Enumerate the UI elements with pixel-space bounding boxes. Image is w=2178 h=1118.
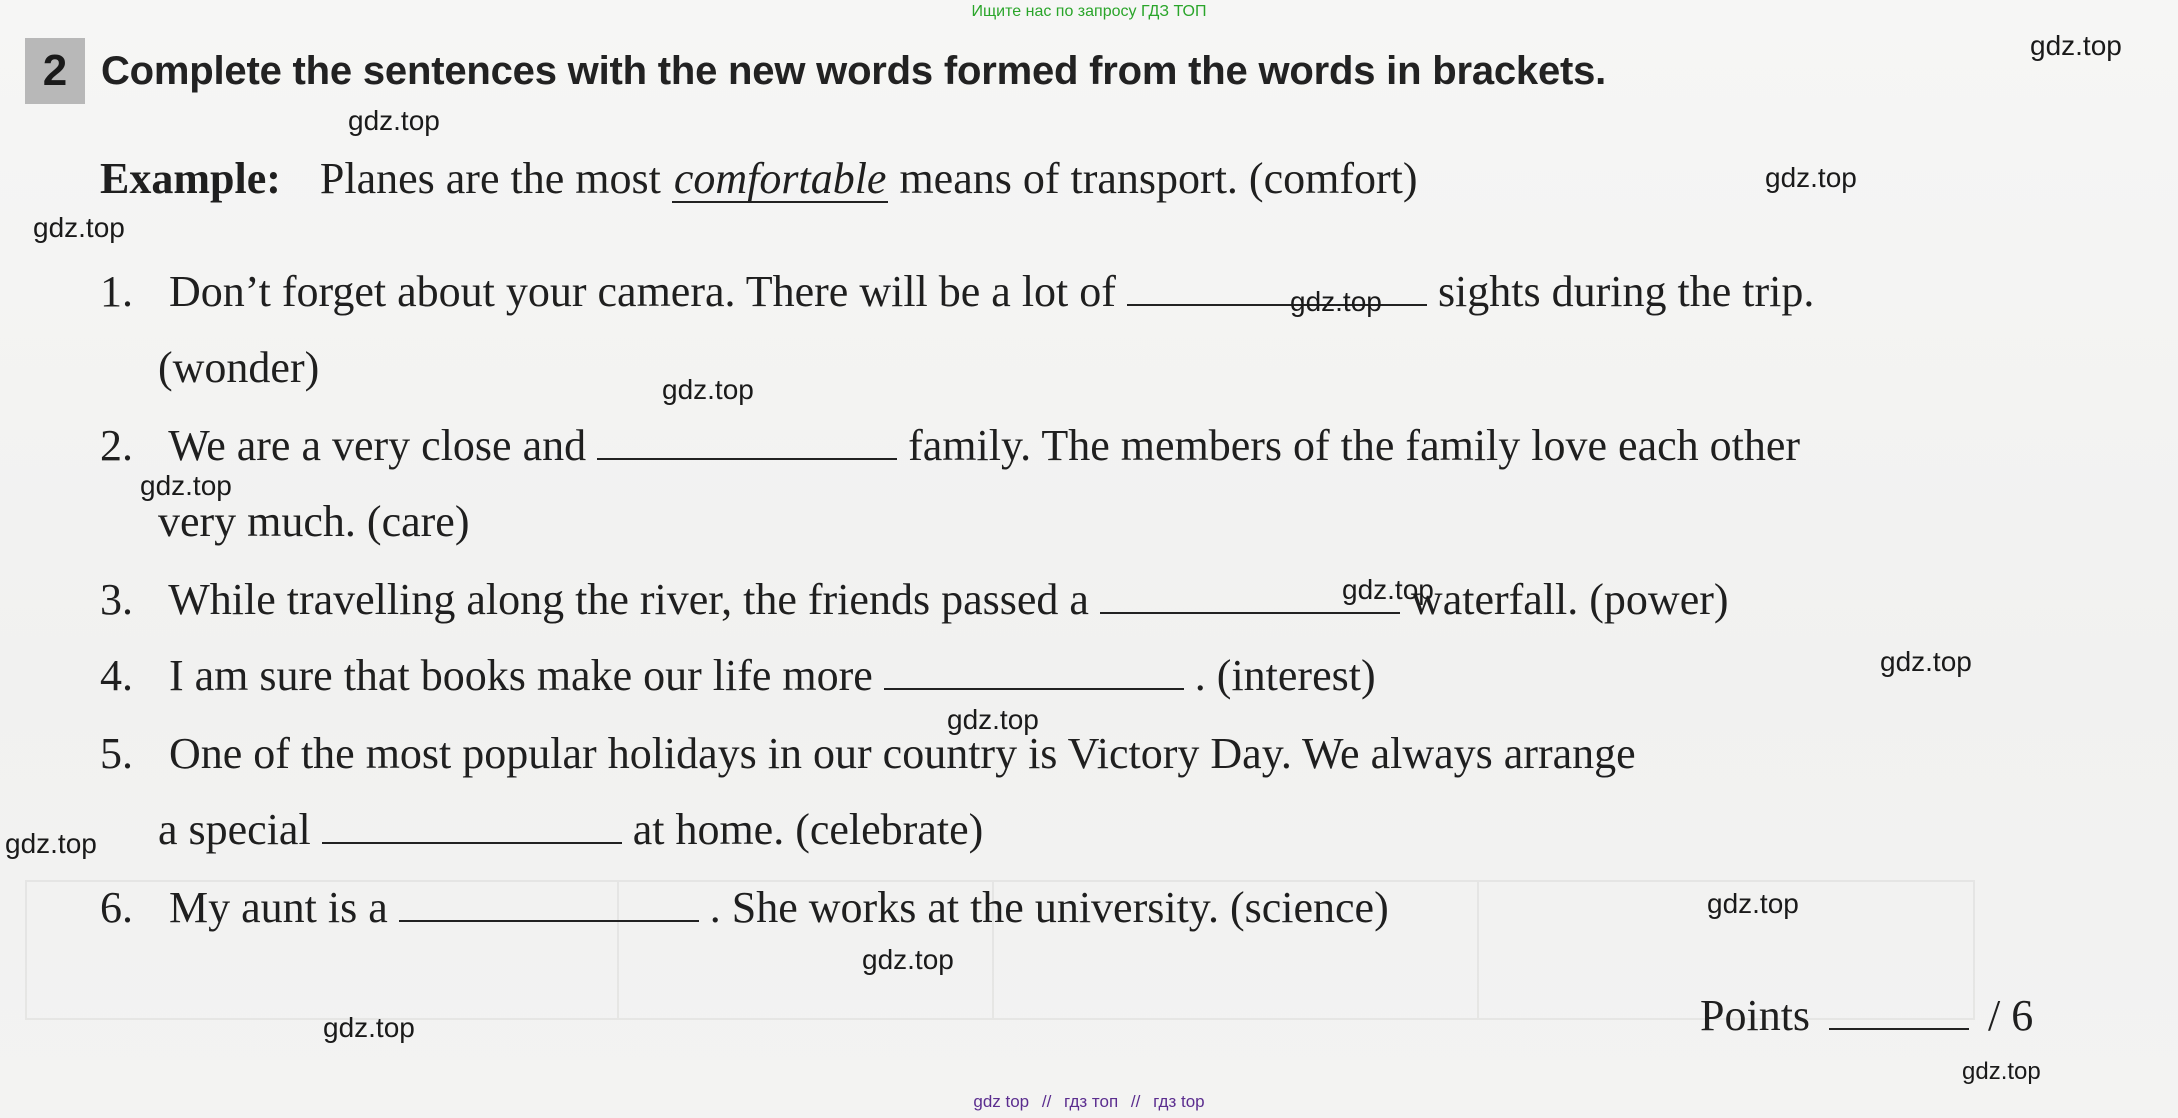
answer-blank[interactable] — [884, 658, 1184, 690]
example-line — [100, 155, 1418, 203]
watermark: gdz.top — [348, 105, 440, 136]
points-blank[interactable] — [1829, 998, 1969, 1030]
item-1-line-2 — [158, 344, 319, 392]
item-text: at home. (celebrate) — [632, 805, 984, 854]
item-number: 5. — [100, 729, 133, 778]
item-5-line-2 — [158, 806, 983, 854]
answer-blank[interactable] — [1127, 274, 1427, 306]
watermark: gdz.top — [662, 374, 754, 405]
item-text: We are a very close and — [168, 421, 587, 470]
points-total: / 6 — [1988, 991, 2034, 1040]
item-number: 6. — [100, 883, 133, 932]
item-text: I am sure that books make our life more — [169, 651, 873, 700]
item-text: . (interest) — [1194, 651, 1376, 700]
item-2-line-1 — [100, 422, 1800, 470]
footer-separator: // — [1130, 1092, 1141, 1111]
task-header — [25, 36, 1606, 106]
item-number: 4. — [100, 651, 133, 700]
answer-blank[interactable] — [399, 890, 699, 922]
watermark: gdz.top — [947, 704, 1039, 735]
item-text: very much. (care) — [158, 497, 470, 546]
task-title: Complete the sentences with the new words formed from the words in brackets. — [101, 48, 1607, 93]
answer-blank[interactable] — [597, 428, 897, 460]
watermark: gdz.top — [1290, 286, 1382, 317]
answer-blank[interactable] — [322, 812, 622, 844]
item-text: (wonder) — [158, 343, 320, 392]
watermark: gdz.top — [1962, 1058, 2041, 1085]
watermark: gdz.top — [5, 828, 97, 859]
watermark: gdz.top — [33, 212, 125, 243]
item-2-line-2 — [158, 498, 469, 546]
item-number: 2. — [100, 421, 133, 470]
footer-separator: // — [1041, 1092, 1052, 1111]
example-text-before: Planes are the most — [319, 154, 661, 203]
footer-link-gdz-top-ru[interactable]: гдз топ — [1064, 1092, 1119, 1111]
item-text: . She works at the university. (science) — [709, 883, 1389, 932]
watermark: gdz.top — [140, 470, 232, 501]
points-label: Points — [1700, 991, 1811, 1040]
item-text: While travelling along the river, the friends passed a — [168, 575, 1089, 624]
task-number-badge: 2 — [25, 38, 85, 104]
item-text: One of the most popular holidays in our country is Victory Day. We always arrange — [169, 729, 1636, 778]
footer-link-gdz-top[interactable]: gdz top — [973, 1092, 1030, 1111]
item-text: Don’t forget about your camera. There will be a lot of — [169, 267, 1116, 316]
watermark: gdz.top — [323, 1012, 415, 1043]
footer-link-gdz-top-mixed[interactable]: гдз top — [1153, 1092, 1205, 1111]
top-search-link[interactable]: Ищите нас по запросу ГДЗ ТОП — [971, 3, 1207, 20]
item-3-line — [100, 576, 1729, 624]
item-4-line — [100, 652, 1376, 700]
item-text: sights during the trip. — [1437, 267, 1815, 316]
example-answer: comfortable — [673, 154, 887, 203]
item-text: family. The members of the family love each other — [908, 421, 1801, 470]
watermark: gdz.top — [2030, 30, 2122, 61]
item-number: 3. — [100, 575, 133, 624]
item-5-line-1 — [100, 730, 1636, 778]
watermark: gdz.top — [862, 944, 954, 975]
item-6-line — [100, 884, 1389, 932]
item-text: My aunt is a — [169, 883, 388, 932]
item-text: a special — [158, 805, 311, 854]
watermark: gdz.top — [1707, 888, 1799, 919]
item-text: waterfall. (power) — [1410, 575, 1729, 624]
watermark: gdz.top — [1765, 162, 1857, 193]
points-score — [1700, 990, 2033, 1041]
watermark: gdz.top — [1880, 646, 1972, 677]
item-number: 1. — [100, 267, 133, 316]
watermark: gdz.top — [1342, 574, 1434, 605]
footer-links — [0, 1092, 2178, 1112]
example-label: Example: — [100, 154, 281, 203]
item-1-line-1 — [100, 268, 1814, 316]
example-text-after: means of transport. (comfort) — [899, 154, 1418, 203]
